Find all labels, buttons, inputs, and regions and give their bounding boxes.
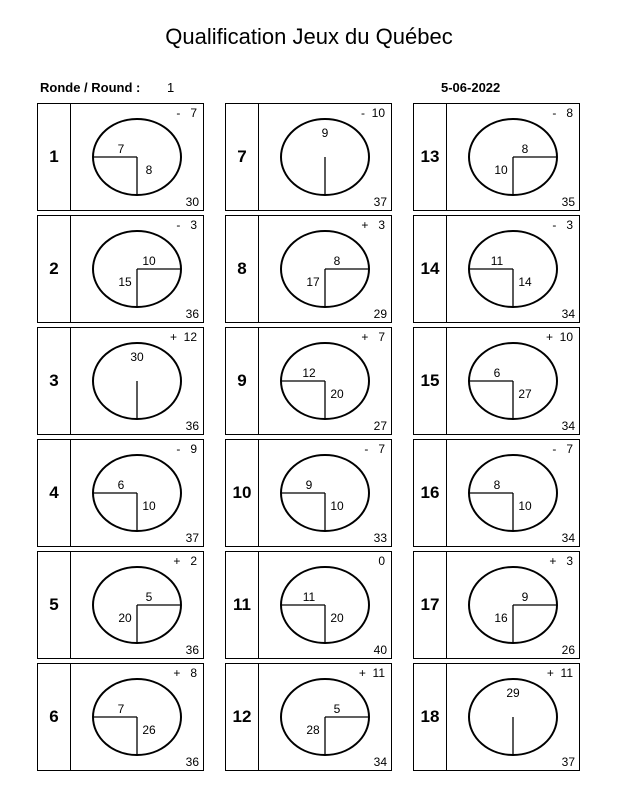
score-card [225, 103, 392, 211]
score-card [413, 551, 580, 659]
card-difference: - 7 [552, 442, 573, 456]
card-total: 26 [561, 643, 575, 657]
card-total: 33 [373, 531, 387, 545]
card-total: 37 [561, 755, 575, 769]
score-card [37, 215, 204, 323]
score-card [37, 103, 204, 211]
card-total: 34 [373, 755, 387, 769]
circle-diagram [447, 664, 579, 769]
sector-left-value: 7 [117, 702, 125, 716]
score-card [37, 551, 204, 659]
card-number: 12 [226, 664, 259, 770]
score-card [413, 663, 580, 771]
score-card [225, 327, 392, 435]
card-total: 36 [185, 307, 199, 321]
circle-diagram [71, 552, 203, 657]
card-number: 3 [38, 328, 71, 434]
card-difference: - 3 [176, 218, 197, 232]
card-total: 37 [373, 195, 387, 209]
card-number: 9 [226, 328, 259, 434]
card-number: 11 [226, 552, 259, 658]
card-difference: 0 [378, 554, 385, 568]
card-difference: - 8 [552, 106, 573, 120]
card-difference: - 7 [176, 106, 197, 120]
sector-right-value: 10 [518, 499, 532, 513]
card-number: 1 [38, 104, 71, 210]
card-number: 7 [226, 104, 259, 210]
score-card [225, 439, 392, 547]
card-total: 34 [561, 307, 575, 321]
circle-top-value: 30 [130, 350, 144, 364]
sector-left-value: 6 [117, 478, 125, 492]
card-difference: + 3 [361, 218, 385, 232]
sector-left-value: 12 [302, 366, 316, 380]
circle-diagram [259, 664, 391, 769]
circle-diagram [447, 552, 579, 657]
sector-left-value: 17 [306, 275, 320, 289]
card-number: 4 [38, 440, 71, 546]
card-difference: + 3 [549, 554, 573, 568]
score-card [225, 663, 392, 771]
card-number: 2 [38, 216, 71, 322]
score-card [37, 439, 204, 547]
circle-diagram [259, 328, 391, 433]
sector-right-value: 20 [330, 387, 344, 401]
score-card [37, 663, 204, 771]
card-difference: - 7 [364, 442, 385, 456]
card-difference: + 12 [169, 330, 197, 344]
sector-right-value: 5 [145, 590, 153, 604]
circle-diagram [71, 664, 203, 769]
sector-right-value: 5 [333, 702, 341, 716]
card-total: 36 [185, 755, 199, 769]
sector-right-value: 20 [330, 611, 344, 625]
circle-top-value: 9 [321, 126, 329, 140]
sector-right-value: 26 [142, 723, 156, 737]
card-total: 27 [373, 419, 387, 433]
sector-left-value: 16 [494, 611, 508, 625]
sector-right-value: 10 [142, 499, 156, 513]
card-difference: + 2 [173, 554, 197, 568]
date: 5-06-2022 [441, 80, 501, 95]
sector-right-value: 8 [145, 163, 153, 177]
card-number: 17 [414, 552, 447, 658]
sector-right-value: 10 [330, 499, 344, 513]
sector-left-value: 20 [118, 611, 132, 625]
card-number: 16 [414, 440, 447, 546]
score-card [413, 327, 580, 435]
circle-diagram [259, 552, 391, 657]
card-difference: + 10 [545, 330, 573, 344]
sector-right-value: 14 [518, 275, 532, 289]
card-total: 40 [373, 643, 387, 657]
sector-left-value: 11 [490, 254, 504, 268]
card-total: 35 [561, 195, 575, 209]
sector-left-value: 11 [302, 590, 316, 604]
card-number: 8 [226, 216, 259, 322]
sector-right-value: 8 [333, 254, 341, 268]
circle-diagram [71, 104, 203, 209]
card-number: 6 [38, 664, 71, 770]
card-difference: + 8 [173, 666, 197, 680]
score-card [413, 439, 580, 547]
card-difference: + 11 [358, 666, 385, 680]
sector-right-value: 9 [521, 590, 529, 604]
card-total: 36 [185, 419, 199, 433]
score-card [225, 215, 392, 323]
sector-left-value: 15 [118, 275, 132, 289]
sector-left-value: 10 [494, 163, 508, 177]
card-number: 14 [414, 216, 447, 322]
card-total: 36 [185, 643, 199, 657]
card-number: 5 [38, 552, 71, 658]
circle-diagram [71, 328, 203, 433]
sector-right-value: 8 [521, 142, 529, 156]
card-total: 29 [373, 307, 387, 321]
score-card [37, 327, 204, 435]
sector-right-value: 10 [142, 254, 156, 268]
round-label: Ronde / Round : [40, 80, 141, 95]
card-number: 10 [226, 440, 259, 546]
card-difference: - 10 [360, 106, 385, 120]
circle-diagram [259, 104, 391, 209]
circle-diagram [447, 104, 579, 209]
sector-left-value: 6 [493, 366, 501, 380]
card-total: 34 [561, 419, 575, 433]
circle-diagram [447, 216, 579, 321]
card-number: 15 [414, 328, 447, 434]
page-title: Qualification Jeux du Québec [165, 24, 453, 49]
circle-diagram [259, 440, 391, 545]
score-card [413, 215, 580, 323]
score-card [225, 551, 392, 659]
sector-right-value: 27 [518, 387, 532, 401]
card-difference: - 3 [552, 218, 573, 232]
circle-diagram [259, 216, 391, 321]
card-difference: + 7 [361, 330, 385, 344]
circle-diagram [447, 328, 579, 433]
sector-left-value: 9 [305, 478, 313, 492]
round-value: 1 [167, 80, 175, 95]
card-difference: + 11 [546, 666, 573, 680]
card-difference: - 9 [176, 442, 197, 456]
card-number: 18 [414, 664, 447, 770]
sector-left-value: 7 [117, 142, 125, 156]
circle-diagram [71, 440, 203, 545]
circle-diagram [447, 440, 579, 545]
card-total: 37 [185, 531, 199, 545]
circle-diagram [71, 216, 203, 321]
circle-top-value: 29 [506, 686, 520, 700]
card-total: 30 [185, 195, 199, 209]
sector-left-value: 8 [493, 478, 501, 492]
score-card [413, 103, 580, 211]
sector-left-value: 28 [306, 723, 320, 737]
card-total: 34 [561, 531, 575, 545]
card-number: 13 [414, 104, 447, 210]
